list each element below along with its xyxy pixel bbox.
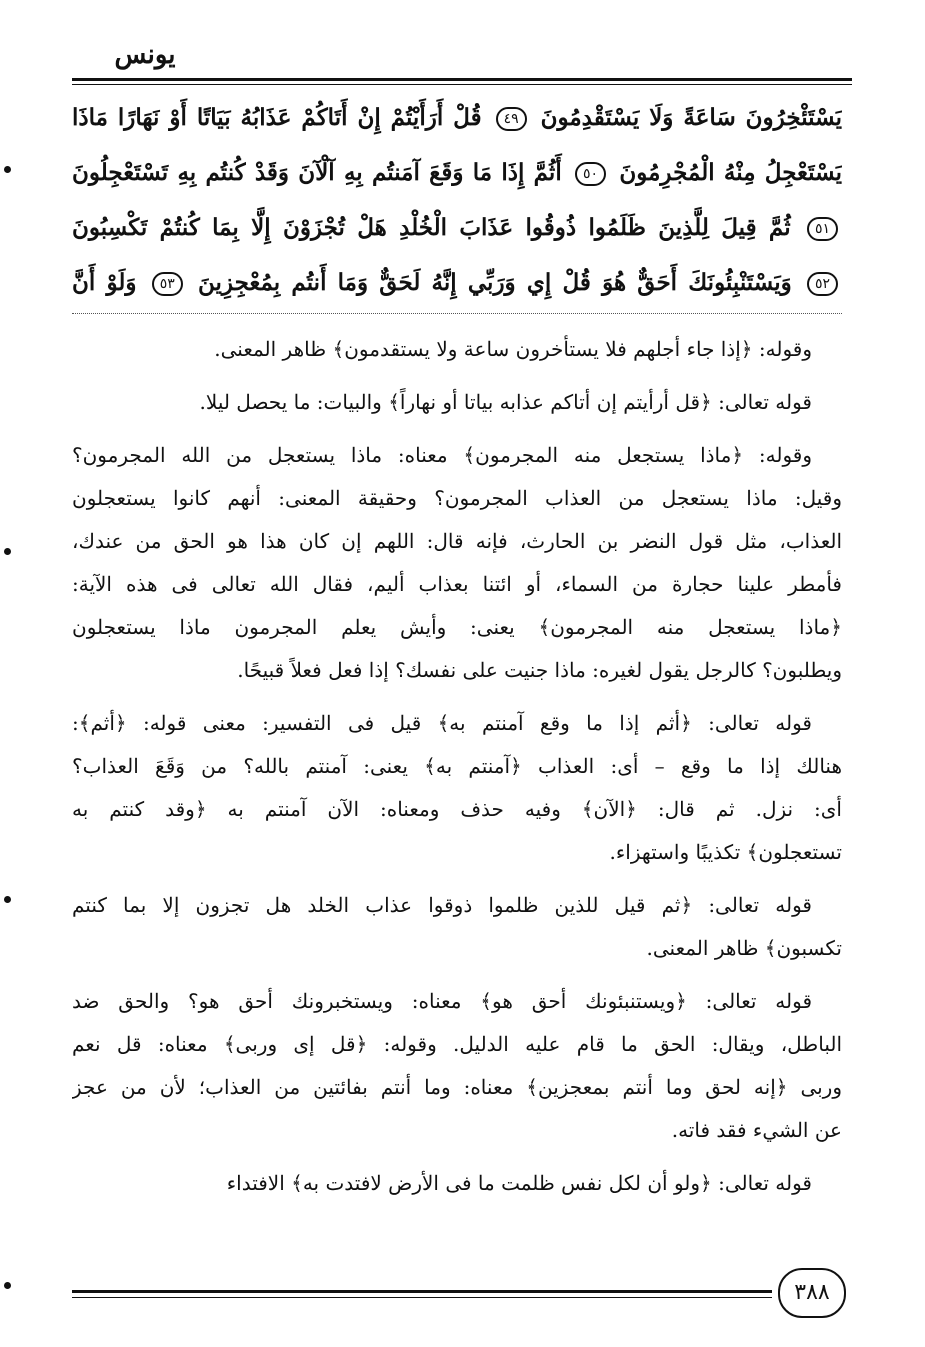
ayah-number-marker: ٤٩ (496, 107, 527, 131)
commentary-paragraph (72, 434, 842, 692)
footer-rule-thick (72, 1290, 772, 1293)
commentary-line: وقوله: ﴿إذا جاء أجلهم فلا يستأخرون ساعة ولا يستقدمون﴾ ظاهر المعنى. (214, 337, 812, 361)
commentary-line: تكسبون﴾ ظاهر المعنى. (646, 936, 842, 960)
commentary-paragraph (72, 884, 842, 970)
quran-verse-text: يَسْتَعْجِلُ مِنْهُ الْمُجْرِمُونَ (619, 159, 842, 186)
header-rule-thin (72, 84, 852, 85)
ayah-number-marker: ٥٢ (807, 272, 838, 296)
ayah-number-marker: ٥٣ (152, 272, 183, 296)
commentary-paragraph (72, 702, 842, 874)
commentary-line: فأمطر علينا حجارة من السماء، أو ائتنا بعذاب أليم، فقال الله تعالى فى هذه الآية: (72, 572, 842, 596)
commentary-paragraph (72, 1162, 842, 1205)
ayah-number-marker: ٥٠ (575, 162, 606, 186)
dotted-separator (72, 313, 842, 314)
commentary-line: العذاب، مثل قول النضر بن الحارث، فإنه قال: اللهم إن كان هذا هو الحق من عندك، (72, 529, 842, 553)
quran-verse-text: ثُمَّ قِيلَ لِلَّذِينَ ظَلَمُوا ذُوقُوا عَذَابَ الْخُلْدِ هَلْ تُجْزَوْنَ إِلَّا بِمَا كُنتُمْ تَكْسِبُونَ (72, 214, 791, 241)
commentary-paragraph (72, 328, 842, 371)
margin-dot-icon (4, 896, 11, 903)
commentary-line: تستعجلون﴾ تكذيبًا واستهزاء. (609, 840, 842, 864)
commentary-line: قوله تعالى: ﴿ولو أن لكل نفس ظلمت ما فى الأرض لافتدت به﴾ الافتداء (226, 1171, 812, 1195)
quran-verse-text: وَيَسْتَنْبِئُونَكَ أَحَقٌّ هُوَ قُلْ إِي وَرَبِّي إِنَّهُ لَحَقٌّ وَمَا أَنتُم بِمُعْجِزِينَ (197, 269, 792, 296)
commentary-paragraph (72, 381, 842, 424)
commentary-line: الباطل، ويقال: الحق ما قام عليه الدليل. وقوله: ﴿قل إى وربى﴾ معناه: قل نعم (72, 1032, 842, 1056)
header-rule-thick (72, 78, 852, 81)
footer-rule-thin (72, 1297, 772, 1298)
quran-verse-text: يَسْتَئْخِرُونَ سَاعَةً وَلَا يَسْتَقْدِمُونَ (540, 104, 842, 131)
commentary-line: قوله تعالى: ﴿ويستنبئونك أحق هو﴾ معناه: ويستخبرونك أحق هو؟ والحق ضد (72, 989, 812, 1013)
commentary-line: وربى ﴿إنه لحق وما أنتم بمعجزين﴾ معناه: وما أنتم بفائتين من العذاب؛ لأن من عجز (72, 1075, 842, 1099)
commentary-line: أى: نزل. ثم قال: ﴿الآن﴾ وفيه حذف ومعناه: الآن آمنتم به ﴿وقد كنتم به (72, 797, 842, 821)
quran-text-block (72, 90, 842, 310)
margin-dot-icon (4, 548, 11, 555)
commentary-line: ويطلبون؟ كالرجل يقول لغيره: ماذا جنيت على نفسك؟ إذا فعل فعلاً قبيحًا. (237, 658, 842, 682)
commentary-block (72, 328, 842, 1215)
page-number: ٣٨٨ (778, 1268, 846, 1318)
commentary-line: قوله تعالى: ﴿قل أرأيتم إن أتاكم عذابه بياتا أو نهاراً﴾ والبيات: ما يحصل ليلا. (199, 390, 812, 414)
quran-line (72, 145, 842, 200)
quran-line (72, 255, 842, 310)
margin-dot-icon (4, 1282, 11, 1289)
commentary-line: هنالك إذا ما وقع – أى: العذاب ﴿آمنتم به﴾ يعنى: آمنتم بالله؟ من وَقَعَ العذاب؟ (72, 754, 842, 778)
commentary-paragraph (72, 980, 842, 1152)
commentary-line: وقوله: ﴿ماذا يستجعل منه المجرمون﴾ معناه: ماذا يستعجل من الله المجرمون؟ (72, 443, 812, 467)
commentary-line: قوله تعالى: ﴿ثم قيل للذين ظلموا ذوقوا عذاب الخلد هل تجزون إلا بما كنتم (72, 893, 812, 917)
quran-verse-text: وَلَوْ أَنَّ (72, 269, 137, 296)
commentary-line: وقيل: ماذا يستعجل من العذاب المجرمون؟ وحقيقة المعنى: أنهم كانوا يستعجلون (72, 486, 842, 510)
quran-verse-text: أَثُمَّ إِذَا مَا وَقَعَ آمَنتُم بِهِ آلْآنَ وَقَدْ كُنتُم بِهِ تَسْتَعْجِلُونَ (72, 159, 562, 186)
quran-verse-text: قُلْ أَرَأَيْتُمْ إِنْ أَتَاكُمْ عَذَابُهُ بَيَاتًا أَوْ نَهَارًا مَاذَا (72, 104, 482, 131)
commentary-line: ﴿ماذا يستعجل منه المجرمون﴾ يعنى: وأيش يعلم المجرمون ماذا يستعجلون (72, 615, 842, 639)
commentary-line: عن الشيء فقد فاته. (671, 1118, 842, 1142)
page-title: يونس (114, 40, 176, 70)
quran-line (72, 200, 842, 255)
margin-dot-icon (4, 166, 11, 173)
quran-line (72, 90, 842, 145)
ayah-number-marker: ٥١ (807, 217, 838, 241)
commentary-line: قوله تعالى: ﴿أثم إذا ما وقع آمنتم به﴾ قيل فى التفسير: معنى قوله: ﴿أثم﴾: (72, 711, 812, 735)
